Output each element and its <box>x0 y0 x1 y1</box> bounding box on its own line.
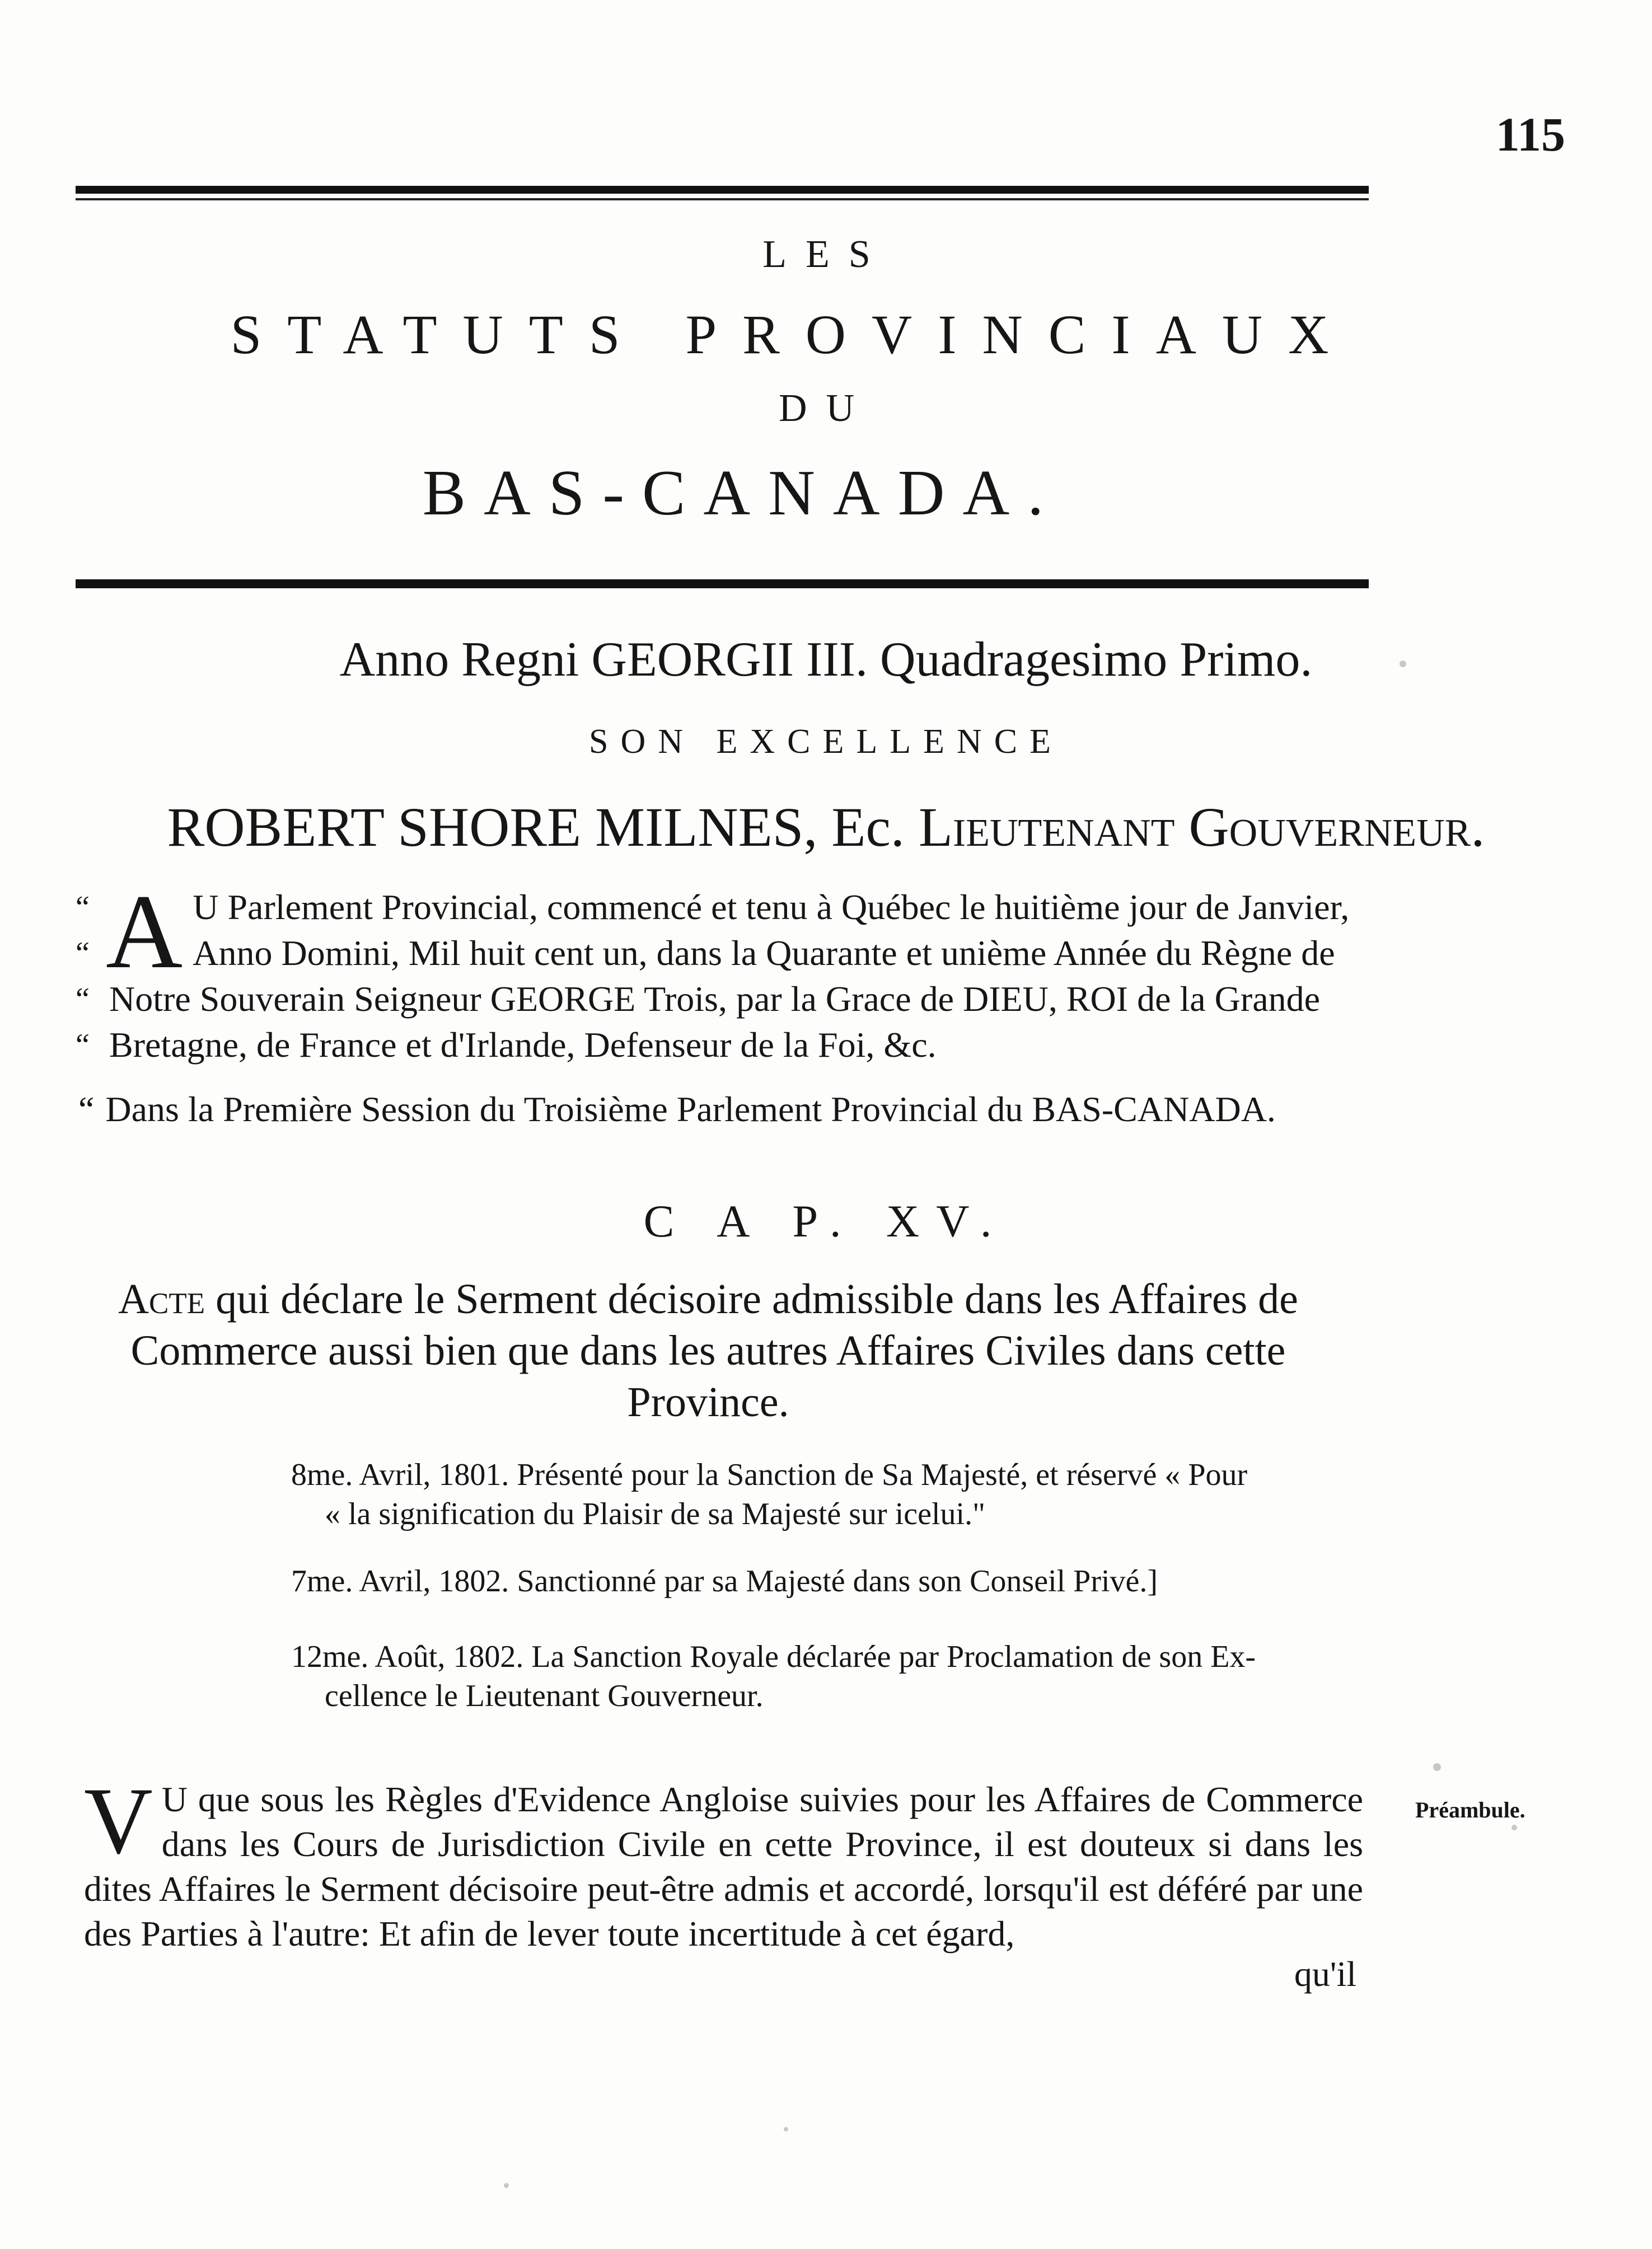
title-les: LES <box>762 233 890 276</box>
governor-line <box>0 795 1652 859</box>
governor-title: Lieutenant Gouverneur. <box>918 796 1485 858</box>
preamble-margin-label: Préambule. <box>1415 1797 1525 1822</box>
paper-speck <box>1433 1763 1441 1771</box>
title-bas-canada: BAS-CANADA. <box>422 457 1062 529</box>
date-entry: 8me. Avril, 1801. Présenté pour la Sanction de Sa Majesté, et réservé « Pour « la signification du Plaisir de sa Majesté sur icelui." <box>291 1458 1248 1531</box>
son-excellence: SON EXCELLENCE <box>588 723 1064 761</box>
catchword: qu'il <box>1294 1954 1356 1994</box>
chapter-heading: C A P. XV. <box>643 1196 1009 1247</box>
preamble-dropcap: V <box>84 1768 153 1873</box>
anno-regni: Anno Regni GEORGII III. Quadragesimo Primo. <box>339 632 1313 687</box>
page-number: 115 <box>1495 107 1565 161</box>
paper-speck <box>504 2183 509 2188</box>
middle-rule <box>76 579 1369 588</box>
title-statuts: STATUTS PROVINCIAUX <box>230 303 1355 366</box>
top-rule <box>76 186 1369 194</box>
act-title <box>84 1273 1332 1428</box>
act-text: qui déclare le Serment décisoire admissible dans les Affaires de Commerce aussi bien que dans les autres Affaires Civiles dans cette Province. <box>130 1276 1298 1426</box>
session-line: “ Dans la Première Session du Troisième Parlement Provincial du BAS-CANADA. <box>78 1089 1276 1129</box>
session-text: Dans la Première Session du Troisième Parlement Provincial du BAS-CANADA. <box>105 1089 1276 1129</box>
date-entry: 12me. Août, 1802. La Sanction Royale déclarée par Proclamation de son Ex- cellence le Lieutenant Gouverneur. <box>291 1639 1256 1713</box>
paper-speck <box>1400 660 1406 667</box>
date-entry: 7me. Avril, 1802. Sanctionné par sa Majesté dans son Conseil Privé.] <box>291 1564 1158 1599</box>
intro-dropcap: A <box>106 873 183 991</box>
governor-name: ROBERT SHORE MILNES, Ec. <box>167 796 905 858</box>
title-du: DU <box>778 387 874 430</box>
act-lead: Acte <box>118 1276 205 1323</box>
top-rule-thin <box>76 198 1369 200</box>
preamble-paragraph <box>84 1768 1363 1956</box>
paper-speck <box>784 2127 788 2131</box>
intro-text: U Parlement Provincial, commencé et tenu à Québec le huitième jour de Janvier, Anno Domini, Mil huit cent un, dans la Quarante et unième Année du Règne de Notre Souverain Seigneur GEORGE Trois, par la Grace de DIEU, ROI de la Grande Bretagne, de France et d'Irlande, Defenseur de la Foi, &c. <box>109 887 1350 1065</box>
preamble-text: U que sous les Règles d'Evidence Angloise suivies pour les Affaires de Commerce dans les Cours de Jurisdiction Civile en cette Province, il est douteux si dans les dites Affaires le Serment décisoire peut-être admis et accordé, lorsqu'il est déféré par une des Parties à l'autre: Et afin de lever toute incertitude à cet égard, <box>84 1779 1363 1953</box>
paper-speck <box>1511 1825 1517 1830</box>
parliament-intro: “ “ “ “ A U Parlement Provincial, commencé et tenu à Québec le huitième jour de Janvier, Anno Domini, Mil huit cent un, dans la Quarante et unième Année du Règne de Notre Souverain Seigneur GEORGE Trois, par la Grace de DIEU, ROI de la Grande Bretagne, de France et d'Irlande, Defenseur de la Foi, &c. <box>76 873 1350 1065</box>
